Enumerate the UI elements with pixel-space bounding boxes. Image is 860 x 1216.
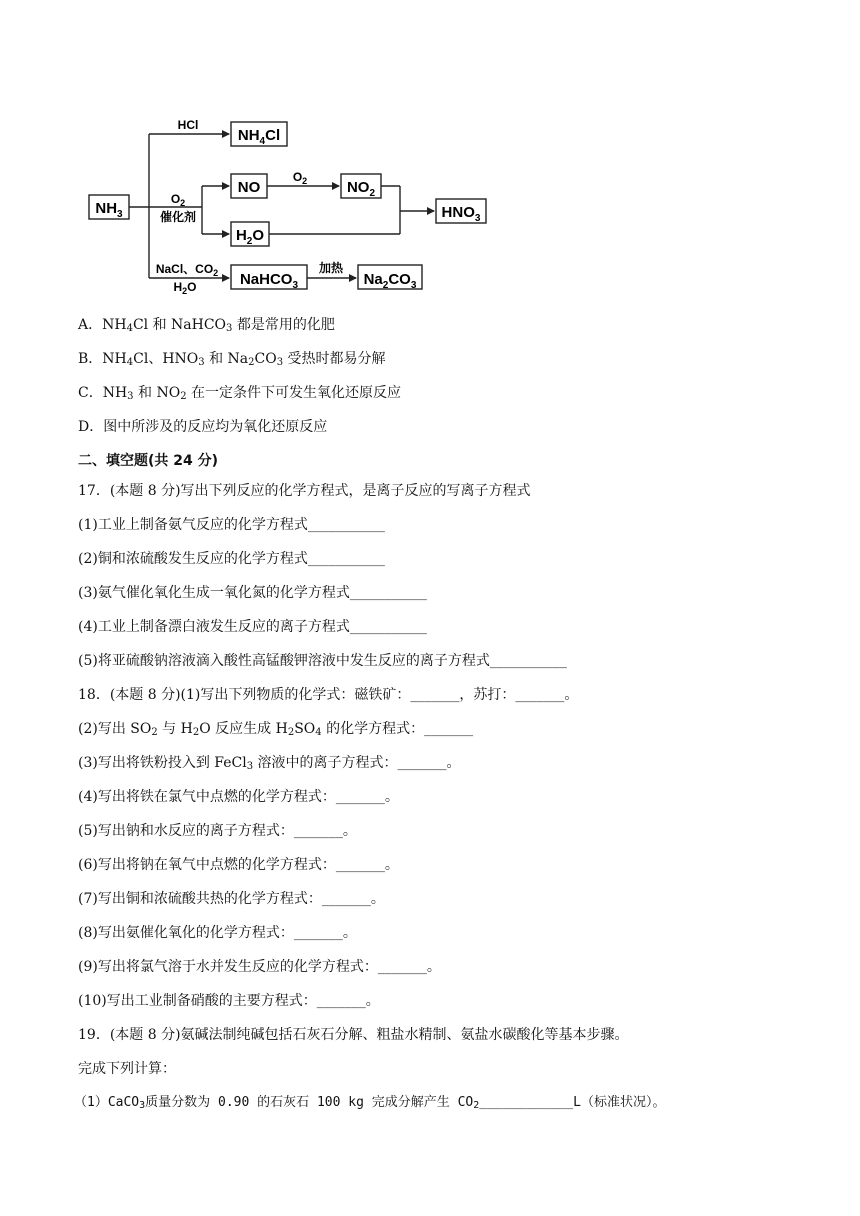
node-nh4cl: $NH_4Cl$ (237, 127, 281, 147)
label-nacl-co2: NaCl、$CO_2$ (155, 262, 219, 278)
node-hno3: $HNO_3$ (441, 204, 481, 224)
option-c: C．$NH_3$ 和 $NO_2$ 在一定条件下可发生氧化还原反应 (78, 385, 402, 402)
node-no: NO (237, 179, 261, 196)
q19-item-1: （1）CaCO$_3$质量分数为 0.90 的石灰石 100 kg 完成分解产生 $CO_2\_\_\_\_\_\_\_\_\_\_\_\_L$（标准状况）。 (74, 1095, 666, 1111)
q17-stem: 17．(本题 8 分)写出下列反应的化学方程式，是离子反应的写离子方程式 (78, 483, 531, 499)
label-o2-top: $O_2$ (292, 170, 308, 186)
q18-item: (10)写出工业制备硝酸的主要方程式：_______。 (78, 993, 380, 1009)
q18-stem: 18．(本题 8 分)(1)写出下列物质的化学式：磁铁矿：_______，苏打：_______。 (78, 687, 579, 703)
q18-item: (9)写出将氯气溶于水并发生反应的化学方程式：_______。 (78, 959, 441, 975)
node-nahco3: NaHCO$_3$ (239, 271, 299, 291)
q17-item: (3)氨气催化氧化生成一氧化氮的化学方程式___________ (78, 585, 427, 601)
q19-stem: 19．(本题 8 分)氨碱法制纯碱包括石灰石分解、粗盐水精制、氨盐水碳酸化等基本步骤。 (78, 1027, 629, 1043)
label-catalyst: 催化剂 (159, 210, 197, 224)
node-h2o: $H_2O$ (235, 227, 265, 247)
reaction-diagram (80, 108, 500, 298)
option-b: B．$NH_4Cl$、$HNO_3$ 和 $Na_2CO_3$ 受热时都易分解 (78, 351, 386, 368)
q17-item: (5)将亚硫酸钠溶液滴入酸性高锰酸钾溶液中发生反应的离子方程式___________ (78, 653, 567, 669)
q17-item: (1)工业上制备氨气反应的化学方程式___________ (78, 517, 385, 533)
option-d: D．图中所涉及的反应均为氧化还原反应 (78, 419, 328, 435)
q17-item: (4)工业上制备漂白液发生反应的离子方程式___________ (78, 619, 427, 635)
q17-item: (2)铜和浓硫酸发生反应的化学方程式___________ (78, 551, 385, 567)
q18-item-3: (3)写出将铁粉投入到 FeCl$_3$ 溶液中的离子方程式：_______。 (78, 755, 461, 772)
reaction-diagram-svg (80, 108, 500, 298)
q18-item: (7)写出铜和浓硫酸共热的化学方程式：_______。 (78, 891, 385, 907)
node-na2co3: $Na_2CO_3$ (363, 271, 417, 291)
q19-sub-stem: 完成下列计算： (78, 1061, 176, 1077)
label-hcl: HCl (177, 118, 199, 132)
document-body (74, 316, 818, 1128)
q18-item: (5)写出钠和水反应的离子方程式：_______。 (78, 823, 357, 839)
label-h2o-under: $H_2O$ (173, 280, 197, 296)
q18-item: (4)写出将铁在氯气中点燃的化学方程式：_______。 (78, 789, 399, 805)
node-nh3: $NH_3$ (95, 200, 123, 220)
label-o2-catalyst: $O_2$ (170, 192, 186, 208)
section-title: 二、填空题(共 24 分) (78, 453, 219, 469)
q18-item: (8)写出氨催化氧化的化学方程式：_______。 (78, 925, 357, 941)
label-heat: 加热 (318, 261, 344, 275)
q18-item-2: (2)写出 $SO_2$ 与 $H_2O$ 反应生成 $H_2SO_4$ 的化学方程式：_______ (78, 721, 474, 738)
q18-item: (6)写出将钠在氧气中点燃的化学方程式：_______。 (78, 857, 399, 873)
node-no2: $NO_2$ (346, 179, 376, 199)
option-a: A．$NH_4Cl$ 和 NaHCO$_3$ 都是常用的化肥 (78, 317, 335, 334)
